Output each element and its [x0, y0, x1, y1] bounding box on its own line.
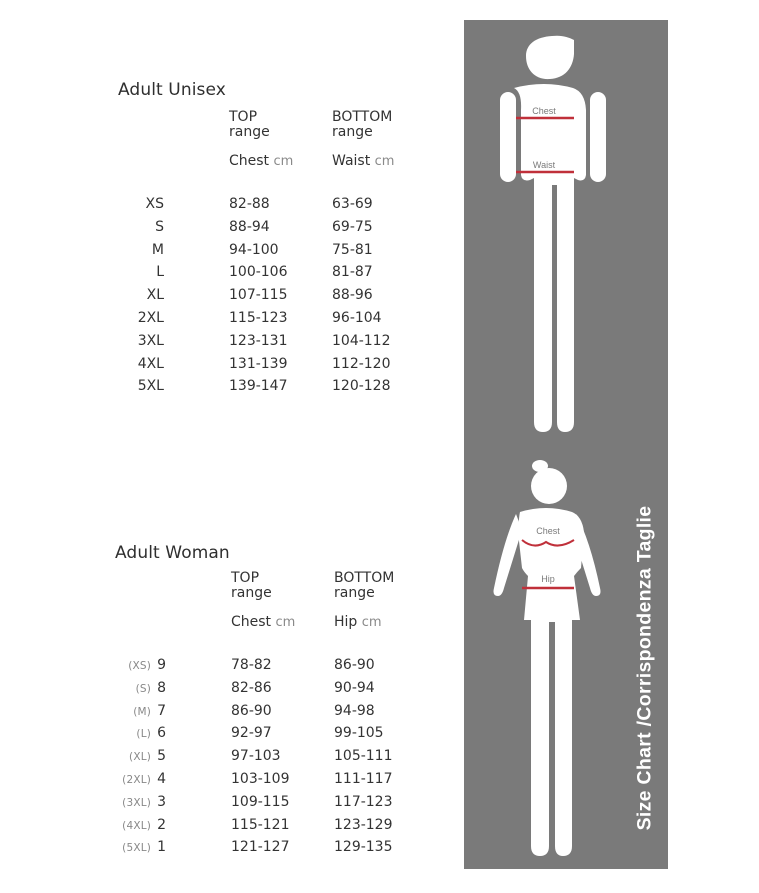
unisex-waist-cell: 81-87 — [332, 264, 373, 280]
female-hair-bun — [532, 460, 548, 472]
female-hip-label: Hip — [541, 574, 555, 584]
female-figure-icon — [494, 460, 601, 856]
woman-bottom-measure — [334, 614, 382, 630]
unisex-title: Adult Unisex — [118, 80, 226, 100]
unisex-chest-cell: 100-106 — [229, 264, 288, 280]
woman-chest-cell: 78-82 — [231, 657, 272, 673]
male-right-arm — [590, 92, 606, 182]
unisex-size-cell: 3XL — [137, 333, 164, 349]
woman-alt-size: (3XL) — [122, 797, 152, 809]
unisex-chest-cell: 123-131 — [229, 333, 288, 349]
woman-hip-cell: 129-135 — [334, 839, 393, 855]
woman-alt-size: (L) — [136, 728, 152, 740]
woman-hip-cell: 90-94 — [334, 680, 375, 696]
woman-numeric-size: 8 — [157, 680, 166, 696]
unisex-bottom-measure-label: Waist — [332, 153, 371, 169]
unisex-chest-cell: 139-147 — [229, 378, 288, 394]
woman-hip-cell: 94-98 — [334, 703, 375, 719]
woman-title: Adult Woman — [115, 543, 230, 563]
male-head — [526, 36, 574, 79]
unisex-waist-cell: 104-112 — [332, 333, 391, 349]
female-head — [531, 468, 567, 504]
woman-hip-cell: 111-117 — [334, 771, 393, 787]
woman-top-measure — [231, 614, 295, 630]
woman-size-cell — [100, 657, 166, 673]
woman-size-cell — [100, 725, 166, 741]
unisex-chest-cell: 82-88 — [229, 196, 270, 212]
woman-size-cell — [100, 817, 166, 833]
woman-top-header — [231, 571, 272, 601]
unisex-bottom-header — [332, 110, 392, 140]
unisex-size-cell: L — [156, 264, 164, 280]
unisex-waist-cell: 69-75 — [332, 219, 373, 235]
woman-alt-size: (5XL) — [122, 842, 152, 854]
woman-numeric-size: 2 — [157, 817, 166, 833]
woman-hip-cell: 105-111 — [334, 748, 393, 764]
woman-chest-cell: 121-127 — [231, 839, 290, 855]
woman-chest-cell: 115-121 — [231, 817, 290, 833]
woman-chest-cell: 86-90 — [231, 703, 272, 719]
unisex-size-cell: 2XL — [137, 310, 164, 326]
woman-hip-cell: 86-90 — [334, 657, 375, 673]
woman-alt-size: (2XL) — [122, 774, 152, 786]
woman-top-label: TOP — [231, 570, 260, 586]
unisex-bottom-range: range — [332, 124, 373, 140]
woman-numeric-size: 7 — [157, 703, 166, 719]
woman-size-cell — [100, 794, 166, 810]
unisex-top-label: TOP — [229, 109, 258, 125]
woman-top-measure-label: Chest — [231, 614, 272, 630]
unisex-chest-cell: 131-139 — [229, 356, 288, 372]
unisex-size-cell: S — [155, 219, 164, 235]
woman-bottom-header — [334, 571, 394, 601]
woman-numeric-size: 1 — [157, 839, 166, 855]
woman-chest-cell: 97-103 — [231, 748, 281, 764]
woman-size-cell — [100, 771, 166, 787]
woman-numeric-size: 6 — [157, 725, 166, 741]
unisex-chest-cell: 88-94 — [229, 219, 270, 235]
woman-size-cell — [100, 839, 166, 855]
unisex-size-cell: XS — [145, 196, 164, 212]
male-chest-label: Chest — [532, 106, 556, 116]
unisex-chest-cell: 115-123 — [229, 310, 288, 326]
side-title: Size Chart /Corrispondenza Taglie — [633, 505, 656, 831]
woman-numeric-size: 4 — [157, 771, 166, 787]
woman-top-unit: cm — [275, 615, 296, 630]
woman-size-cell — [100, 680, 166, 696]
unisex-waist-cell: 63-69 — [332, 196, 373, 212]
woman-hip-cell: 117-123 — [334, 794, 393, 810]
unisex-size-cell: M — [151, 242, 164, 258]
unisex-waist-cell: 75-81 — [332, 242, 373, 258]
female-left-arm — [494, 514, 523, 596]
woman-alt-size: (XS) — [128, 660, 152, 672]
unisex-size-cell: XL — [146, 287, 164, 303]
woman-numeric-size: 9 — [157, 657, 166, 673]
unisex-top-unit: cm — [273, 154, 294, 169]
woman-chest-cell: 103-109 — [231, 771, 290, 787]
unisex-size-cell: 4XL — [137, 356, 164, 372]
female-chest-label: Chest — [536, 526, 560, 536]
unisex-chest-cell: 107-115 — [229, 287, 288, 303]
unisex-size-cell: 5XL — [137, 378, 164, 394]
woman-chest-cell: 109-115 — [231, 794, 290, 810]
woman-hip-cell: 123-129 — [334, 817, 393, 833]
male-left-arm — [500, 92, 516, 182]
woman-bottom-range: range — [334, 585, 375, 601]
unisex-waist-cell: 96-104 — [332, 310, 382, 326]
unisex-waist-cell: 120-128 — [332, 378, 391, 394]
woman-alt-size: (4XL) — [122, 820, 152, 832]
male-waist-label: Waist — [532, 160, 556, 170]
unisex-bottom-measure — [332, 153, 394, 169]
male-body — [514, 84, 586, 432]
unisex-top-header — [229, 110, 270, 140]
woman-bottom-label: BOTTOM — [334, 570, 395, 586]
woman-top-range: range — [231, 585, 272, 601]
female-body — [518, 508, 584, 856]
woman-size-cell — [100, 748, 166, 764]
woman-chest-cell: 92-97 — [231, 725, 272, 741]
woman-alt-size: (M) — [133, 706, 152, 718]
woman-hip-cell: 99-105 — [334, 725, 384, 741]
male-figure-icon — [500, 36, 606, 432]
unisex-waist-cell: 112-120 — [332, 356, 391, 372]
woman-chest-cell: 82-86 — [231, 680, 272, 696]
woman-alt-size: (XL) — [129, 751, 152, 763]
woman-bottom-measure-label: Hip — [334, 614, 358, 630]
woman-alt-size: (S) — [135, 683, 152, 695]
unisex-top-measure-label: Chest — [229, 153, 270, 169]
unisex-top-measure — [229, 153, 293, 169]
unisex-top-range: range — [229, 124, 270, 140]
woman-numeric-size: 5 — [157, 748, 166, 764]
unisex-bottom-unit: cm — [374, 154, 395, 169]
unisex-bottom-label: BOTTOM — [332, 109, 393, 125]
unisex-waist-cell: 88-96 — [332, 287, 373, 303]
woman-numeric-size: 3 — [157, 794, 166, 810]
woman-bottom-unit: cm — [361, 615, 382, 630]
woman-size-cell — [100, 703, 166, 719]
unisex-chest-cell: 94-100 — [229, 242, 279, 258]
